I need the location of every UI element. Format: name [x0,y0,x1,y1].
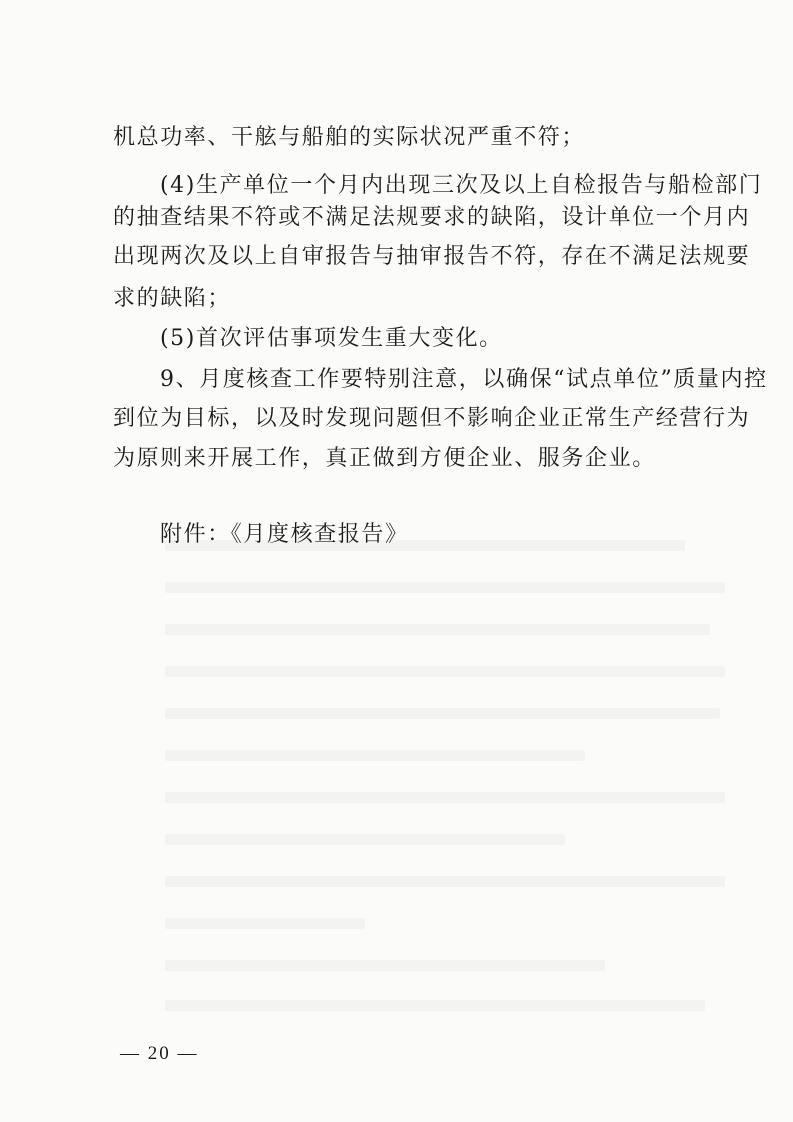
bleed-through-mark [165,582,725,593]
body-line: 为原则来开展工作，真正做到方便企业、服务企业。 [113,446,656,471]
body-line: 出现两次及以上自审报告与抽审报告不符，存在不满足法规要 [113,244,751,269]
body-line-item-5: (5)首次评估事项发生重大变化。 [160,326,503,351]
bleed-through-mark [165,918,365,929]
body-line-item-9: 9、月度核查工作要特别注意，以确保“试点单位”质量内控 [160,367,768,392]
bleed-through-mark [165,624,710,635]
attachment-line: 附件：《月度核查报告》 [160,522,409,547]
bleed-through-mark [165,876,725,887]
page-number: — 20 — [120,1043,199,1064]
bleed-through-mark [165,960,605,971]
body-line: 到位为目标，以及时发现问题但不影响企业正常生产经营行为 [113,406,751,431]
bleed-through-mark [165,792,725,803]
bleed-through-mark [165,1000,705,1011]
bleed-through-mark [165,666,725,677]
body-line: 机总功率、干舷与船舶的实际状况严重不符； [113,125,586,150]
bleed-through-mark [165,834,565,845]
body-line: 的抽查结果不符或不满足法规要求的缺陷，设计单位一个月内 [113,205,751,230]
bleed-through-mark [165,708,720,719]
body-line-item-4: (4)生产单位一个月内出现三次及以上自检报告与船检部门 [160,173,763,198]
bleed-through-mark [165,750,585,761]
body-line: 求的缺陷； [113,286,232,311]
